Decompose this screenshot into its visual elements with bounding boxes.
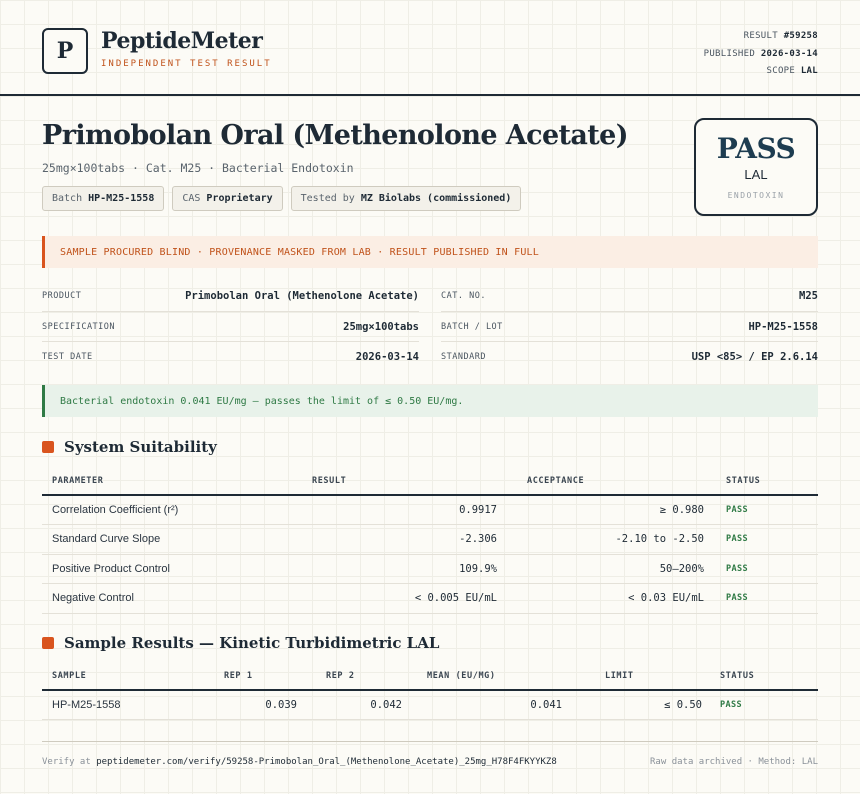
table-row [42,554,818,584]
footer-method: Raw data archived · Method: LAL [650,757,818,767]
column-header: REP 1 [202,662,307,690]
published-label: PUBLISHED [703,48,756,59]
table-row [42,525,818,555]
report-header [0,0,860,96]
column-header: RESULT [252,467,507,495]
suitability-table [42,467,818,614]
footer-divider [42,741,818,742]
suitability-heading [42,438,217,456]
verdict-method: LAL [744,167,768,182]
column-header: STATUS [714,467,818,495]
result-cell: 0.9917 [252,495,507,525]
chip-label: Tested by [300,193,355,204]
date-label: TEST DATE [42,352,93,362]
mean-cell: 0.041 [412,690,562,720]
date-value: 2026-03-14 [355,351,419,363]
result-label: RESULT [743,31,778,41]
column-header: SAMPLE [42,662,202,690]
result-summary-note: Bacterial endotoxin 0.041 EU/mg — passes the limit of ≤ 0.50 EU/mg. [42,385,818,417]
chip-value: HP-M25-1558 [88,193,155,204]
chip-value: MZ Biolabs (commissioned) [360,193,512,204]
section-marker-icon [42,441,54,453]
column-header: PARAMETER [42,467,252,495]
limit-cell: ≤ 0.50 [562,690,712,720]
table-row [42,495,818,525]
verdict-stamp [694,118,818,216]
samples-heading [42,634,439,652]
page-subtitle: 25mg×100tabs · Cat. M25 · Bacterial Endotoxin [42,161,354,175]
column-header: LIMIT [562,662,712,690]
status-badge: PASS [712,690,818,720]
verdict-result: PASS [716,132,796,165]
divider [441,341,818,342]
rep2-cell: 0.042 [307,690,412,720]
batch-value: HP-M25-1558 [748,321,818,333]
parameter-cell: Positive Product Control [42,554,252,584]
section-marker-icon [42,637,54,649]
product-value: Primobolan Oral (Methenolone Acetate) [185,290,419,302]
product-label: PRODUCT [42,291,82,301]
acceptance-cell: < 0.03 EU/mL [507,584,714,614]
verify-prefix: Verify at [42,757,91,767]
spec-value: 25mg×100tabs [343,321,419,333]
published-date: 2026-03-14 [760,48,818,59]
column-header: REP 2 [307,662,412,690]
page-title: Primobolan Oral (Methenolone Acetate) [42,120,628,151]
brand-subtitle: INDEPENDENT TEST RESULT [101,59,272,69]
logo-icon: P [42,28,88,74]
scope-label: SCOPE [766,66,796,76]
section-title-text: System Suitability [64,438,217,456]
batch-label: BATCH / LOT [441,322,503,332]
table-row [42,584,818,614]
cat-value: M25 [799,290,818,302]
standard-value: USP <85> / EP 2.6.14 [691,351,818,363]
status-badge: PASS [714,495,818,525]
section-title-text: Sample Results — Kinetic Turbidimetric LAL [64,634,440,652]
divider [42,341,419,342]
table-header-row [42,467,818,495]
result-cell: -2.306 [252,525,507,555]
chip-row [42,186,521,211]
verdict-test: ENDOTOXIN [727,191,785,200]
acceptance-cell: 50–200% [507,554,714,584]
result-cell: < 0.005 EU/mL [252,584,507,614]
sample-cell: HP-M25-1558 [42,690,202,720]
verify-link[interactable]: peptidemeter.com/verify/59258-Primobolan_Oral_(Methenolone_Acetate)_25mg_H78F4FKYYKZ8 [96,757,557,767]
status-badge: PASS [714,554,818,584]
result-number: #59258 [783,31,818,41]
spec-label: SPECIFICATION [42,322,116,332]
scope-value: LAL [800,66,818,76]
acceptance-cell: -2.10 to -2.50 [507,525,714,555]
column-header: MEAN (EU/MG) [412,662,562,690]
verify-text [42,757,557,767]
acceptance-cell: ≥ 0.980 [507,495,714,525]
result-cell: 109.9% [252,554,507,584]
tested-by-chip [291,186,522,211]
cas-chip [172,186,282,211]
chip-label: CAS [182,193,201,204]
column-header: STATUS [712,662,818,690]
brand-name: PeptideMeter [101,28,263,54]
column-header: ACCEPTANCE [507,467,714,495]
status-badge: PASS [714,525,818,555]
parameter-cell: Standard Curve Slope [42,525,252,555]
batch-chip [42,186,164,211]
cat-label: CAT. NO. [441,291,486,301]
chip-label: Batch [52,193,83,204]
standard-label: STANDARD [441,352,486,362]
parameter-cell: Negative Control [42,584,252,614]
table-header-row [42,662,818,690]
divider [42,311,419,312]
provenance-banner: SAMPLE PROCURED BLIND · PROVENANCE MASKED FROM LAB · RESULT PUBLISHED IN FULL [42,236,818,268]
result-meta [704,28,818,81]
rep1-cell: 0.039 [202,690,307,720]
parameter-cell: Correlation Coefficient (r²) [42,495,252,525]
chip-value: Proprietary [206,193,273,204]
divider [441,311,818,312]
table-row [42,690,818,720]
status-badge: PASS [714,584,818,614]
samples-table [42,662,818,720]
